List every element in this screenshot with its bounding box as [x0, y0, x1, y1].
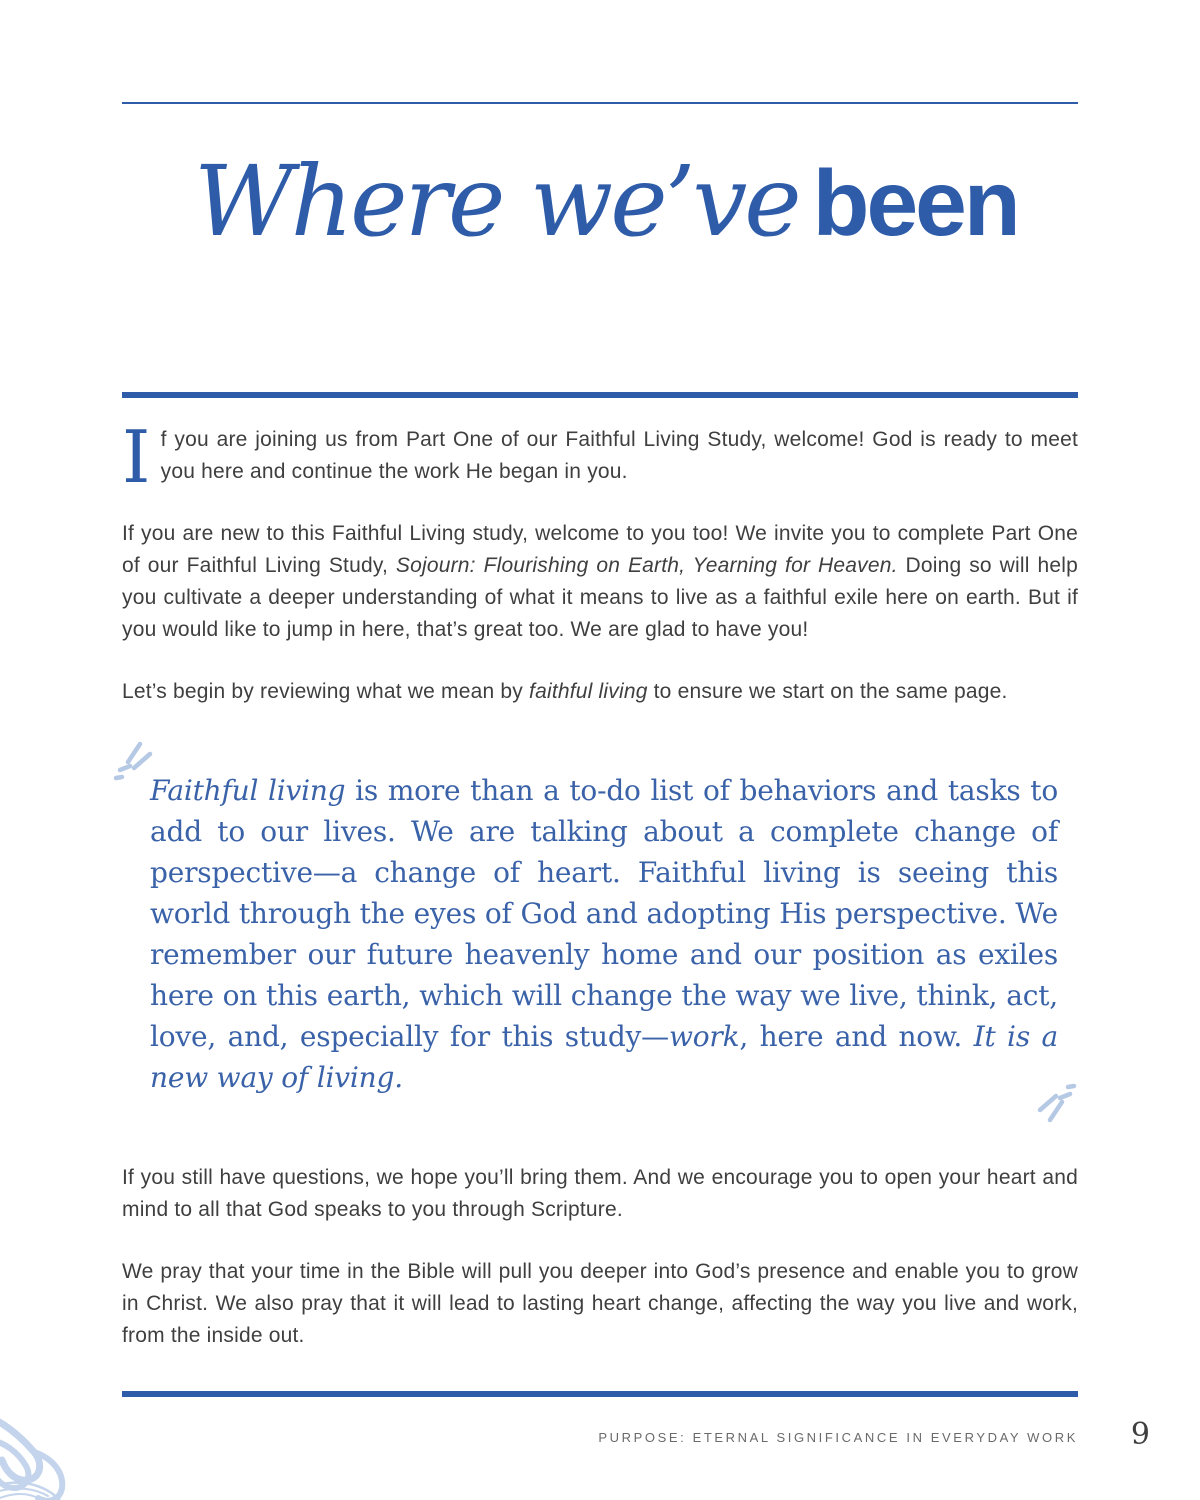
drop-cap: I — [122, 415, 151, 499]
floral-line-sketch — [0, 1400, 120, 1500]
paragraph-questions: If you still have questions, we hope you’ll bring them. And we encourage you to open your heart and mind to all that God speaks to you through Scripture. — [122, 1166, 1078, 1221]
pull-quote-text: Faithful living is more than a to-do list of behaviors and tasks to add to our lives. We are talking about a complete change of perspective—a change of heart. Faithful living is seeing this world through the eyes of God and adopting His perspective. We remember our future heavenly home and our position as exiles here on this earth, which will change the way we live, think, act, love, and, especially for this study—work, here and now. It is a new way of living. — [150, 774, 1059, 1094]
title-rule — [122, 392, 1078, 398]
page-title — [122, 145, 1078, 298]
footer-running-title: PURPOSE: ETERNAL SIGNIFICANCE IN EVERYDAY WORK — [598, 1430, 1078, 1445]
page-number: 9 — [1130, 1417, 1150, 1452]
paragraph-lets-begin: Let’s begin by reviewing what we mean by faithful living to ensure we start on the same page. — [122, 680, 1008, 703]
paragraph-intro — [122, 415, 1078, 499]
footer-rule — [122, 1391, 1078, 1397]
sparkle-rays-close-icon — [1036, 1082, 1080, 1126]
paragraph-prayer: We pray that your time in the Bible will pull you deeper into God’s presence and enable you to grow in Christ. We also pray that it will lead to lasting heart change, affecting the way you live and work, from the inside out. — [122, 1260, 1078, 1347]
paragraph-new-readers: If you are new to this Faithful Living study, welcome to you too! We invite you to complete Part One of our Faithful Living Study, Sojourn: Flourishing on Earth, Yearning for Heaven. Doing so will help you cultivate a deeper understanding of what it means to live as a faithful exile here on earth. But if you would like to jump in here, that’s great too. We are glad to have you! — [122, 522, 1078, 641]
pull-quote-block — [150, 770, 1058, 1098]
sparkle-rays-open-icon — [110, 738, 154, 782]
page-title-script: Where we’ve — [194, 145, 799, 258]
page-title-bold: been — [812, 151, 1018, 255]
page-content — [122, 0, 1078, 1373]
paragraph-intro-text: f you are joining us from Part One of our Faithful Living Study, welcome! God is ready to meet you here and continue the work He began in you. — [160, 428, 1078, 483]
top-rule — [122, 102, 1078, 104]
